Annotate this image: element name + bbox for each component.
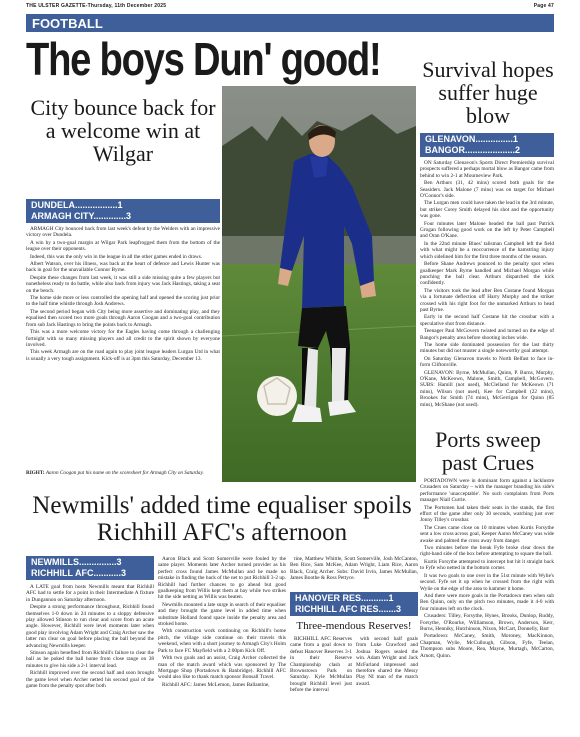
score-row: ARMAGH CITY.............3	[31, 211, 132, 221]
main-article-body: ARMAGH City bounced back from last week's defeat by the Welders with an impressive victory over Dundela. A win by a two-goal margin at Wilgar Park leapfrogged them from the bottom of the league over their opponents. Indeed, this was the only win in the league in all the other games ended in draws. Albert Watson, over his illness, was back at the heart of defence and Lewis Hunter was back in goal for the unavailable Connor Byrne. Despite these changes from last week, it was still a side missing quite a few players but nonetheless ready to do battle, while also back from injury was Jack Hastings, taking a seat on the bench. The home side more or less controlled the opening half and opened the scoring just prior to the half time whistle through Josh Andrews. The second period began with City being more assertive and dominating play, and they equalised then scored two more goals through Aaron Coogan and a two-goal contribution from sub Jack Hastings to bring the points back to Armagh. This was a more welcome victory for the Eagles having come through a challenging fortnight with so many missing players and all credit to the spirit shown by everyone involved. This week Armagh are on the road again to play joint league leaders Lurgan Utd in what is usually a very tough assignment. Kick-off is at 3pm this Saturday, December 13.	[26, 226, 220, 362]
masthead	[0, 0, 580, 14]
photo-caption: RIGHT: Aaron Coogan put his name on the scoresheet for Armagh City on Saturday.	[26, 470, 204, 476]
score-row: GLENAVON...............1	[425, 134, 518, 144]
main-subhead: City bounce back for a welcome win at Wilgar	[30, 95, 216, 166]
portadown-article-body: PORTADOWN were in dominant form against a lacklustre Crusaders on Saturday – with the manager branding his side's performance 'unacceptable'. No such complaints from Ports manager Niall Currie. The Portsmen had taken their seats in the stands, the first effort of the game after only 30 seconds, watching just over Jonny Tilley's crossbar. The Crues came close on 10 minutes when Kurtis Forsythe sent a low cross across goal, Keeper Aaron McCaney was wide awake and palmed the cross away from danger. Two minutes before the break Fyfe broke clear down the right-hand side of the box before attempting to square the ball. Kurtis Forsythe attempted to intercept but hit it straight back to Fyfe who netted in the bottom corner. It was two goals to one over in the 51st minute with Wylie's second. Fyfe set it up when he crossed from the right with Wylie on the edge of the area to hammer it home. And there were more goals in the Portadown men when sub Ben Quinn, only on the pitch two minutes, made it 4-0 with four minutes left on the clock. Crusaders: Tilley, Forsythe, Hynes, Brooks, Dunlop, Ruddy, Forsythe, O'Rourke, Williamson, Brown, Anderson, Kerr, Burns, Henniky, Hutchinson, Nixon, McCart, Donnelly, Barr Portadown: McCaney, Smith, Moroney, MacKinnon, Chapman, Wylie, McCullough, Gibson, Fyfe, Teelan, Thompson subs Moore, Rea, Mayne, Murtagh, McCarton, Arnott, Quinn.	[420, 478, 554, 659]
score-row: NEWMILLS...............3	[31, 557, 122, 567]
hanover-headline: Three-mendous Reserves!	[296, 620, 412, 632]
score-row: BANGOR....................2	[425, 145, 521, 155]
newmills-col-3: tine, Matthew Whittle, Scott Somerville, Josh McCanton, Ben Rice, Sam McKee, Adam Wright, Liam Rice, Aaron Black, Craig Archer. Subs: David Irvin, James McMullan, James Boothe & Ross Pettyce.	[290, 556, 418, 582]
newmills-scoreboard	[26, 556, 154, 580]
score-row: RICHHILL AFC...........3	[31, 568, 127, 578]
hanover-col-1: RICHHILL AFC Reserves came from a goal down to defeat Hanover Reserves 3-1 in their Reserve Championship clash at Brownstown Park on Saturday. Kyle McMullan brought Richhill level just before the interval	[290, 636, 352, 694]
score-row: HANOVER RES...........1	[295, 593, 394, 603]
glenavon-scoreboard	[420, 133, 554, 157]
hanover-scoreboard	[290, 592, 418, 616]
page-number: Page 47	[533, 3, 554, 9]
score-row: DUNDELA.................1	[31, 200, 123, 210]
masthead-title: THE ULSTER GAZETTE-Thursday, 11th December 2025	[26, 3, 167, 9]
portadown-headline: Ports sweep past Crues	[435, 427, 541, 475]
hanover-col-2: with second half goals from Luke Crawford and Joshua Rogers sealed the win. Adam Wright and Jack McFarland impressed and therefore shared the Messy Play NI man of the match award.	[356, 636, 418, 687]
main-headline: The boys Dun' good!	[26, 33, 381, 85]
glenavon-article-body: ON Saturday Glenavon's Sports Direct Premiership survival prospects suffered a perhaps mortal blow as Bangor came from behind to win 2-1 at Mourneview Park. Ben Arthurs (31, 42 mins) scored both goals for the Seasiders. Jack Malone (7 mins) was on target for Michael O'Connor's side. The Lurgan men could have taken the lead in the 3rd minute, but striker Corey Smith delayed his shot and the opportunity was gone. Four minutes later Malone headed the ball past Patrick Grogan following good work on the left by Peter Campbell and Oran O'Kane. In the 22nd minute Blues' talisman Campbell left the field with what might be a reoccurrence of the hamstring injury which sidelined him for the first three months of the season. Before Shane Andrews pounced to the penalty spot when goalkeeper Mark Byrne handled and Michael Morgan while punching the ball clear. Arthurs dispatched the kick confidently. The visitors took the lead after Ben Costane found Morgan via a fortunate deflection off Harry Murphy and the striker crossed with his right foot for the unmarked Arthurs to head past Byrne. Early in the second half Costane hit the crossbar with a speculative shot from distance. Teenager Paul McGovern twisted and turned on the edge of Bangor's penalty area before shooting inches wide. The home side dominated possession for the last thirty minutes but did not muster a single noteworthy goal attempt. On Saturday Glenavon travels to North Belfast to face in-form Cliftonville. GLENAVON: Byrne, McMullan, Quinn, P. Burns, Murphy, O'Kane, McKeown, Malone, Smith, Campbell, McGovern. SUBS: Hamill (not used), McClelland for McKeown (71 mins), Wilson (not used), Kee for Campbell (22 mins), Brookes for Smith (74 mins), McGerrigan for Quinn (85 mins), McShane (not used).	[420, 160, 554, 408]
glenavon-headline: Survival hopes suffer huge blow	[422, 57, 554, 128]
section-label: FOOTBALL	[26, 14, 554, 32]
football-player-photo	[222, 86, 416, 482]
score-row: RICHHILL AFC RES.......3	[295, 604, 402, 614]
main-scoreboard	[26, 199, 220, 223]
newmills-col-2: Aaron Black and Scott Somerville were fouled by the same player. Moments later Archer turned provider as his perfect cross found James McMullan and he made no mistake in finding the back of the net to put Richhill 3-2 up. Richhill had further chances to go ahead but good goalkeeping from Willis kept them at bay while two strikes hit the side netting as Willis was beaten. Newmills mounted a late surge in search of their equaliser and they brought the game level in added time when substitute Holland found space inside the penalty area and stroked home. With construction work continuing on Richhill's home pitch, the village side continue on their travels this weekend, when with a short journey to Armagh City's Holm Park to face FC Mayfield with a 2:00pm Kick Off. With two goals and an assist, Craig Archer collected the man of the match award which was sponsored by The Mortgage Shop (Portadown & Banbridge). Richhill AFC would also like to thank match sponsor Bonsall Travel. Richhill AFC: James McLemon, James Ballantine,	[158, 556, 286, 688]
newmills-col-1: A LATE goal from hosts Newmills meant that Richhill AFC had to settle for a point in their Intermediate A fixture in Dungannon on Saturday afternoon. Despite a strong performance throughout, Richhill found themselves 1-0 down in 24 minutes to a sloppy defensive play allowed Stinson to run clear and score from an acute angle. However, Richhill were level moments later when good play involving Adam Wright and Craig Archer saw the latter run clear on goal before placing the ball beyond the advancing Newmills keeper. Stinson again benefited from Richhill's failure to clear the ball as he poked the ball home from close range on 38 minutes to give his side a 2-1 interval lead. Richhill improved over the second half and soon brought the game level when Archer netted his second goal of the game from the penalty spot after both	[26, 584, 154, 690]
newmills-headline: Newmills' added time equaliser spoils Richhill AFC's afternoon	[32, 492, 412, 546]
